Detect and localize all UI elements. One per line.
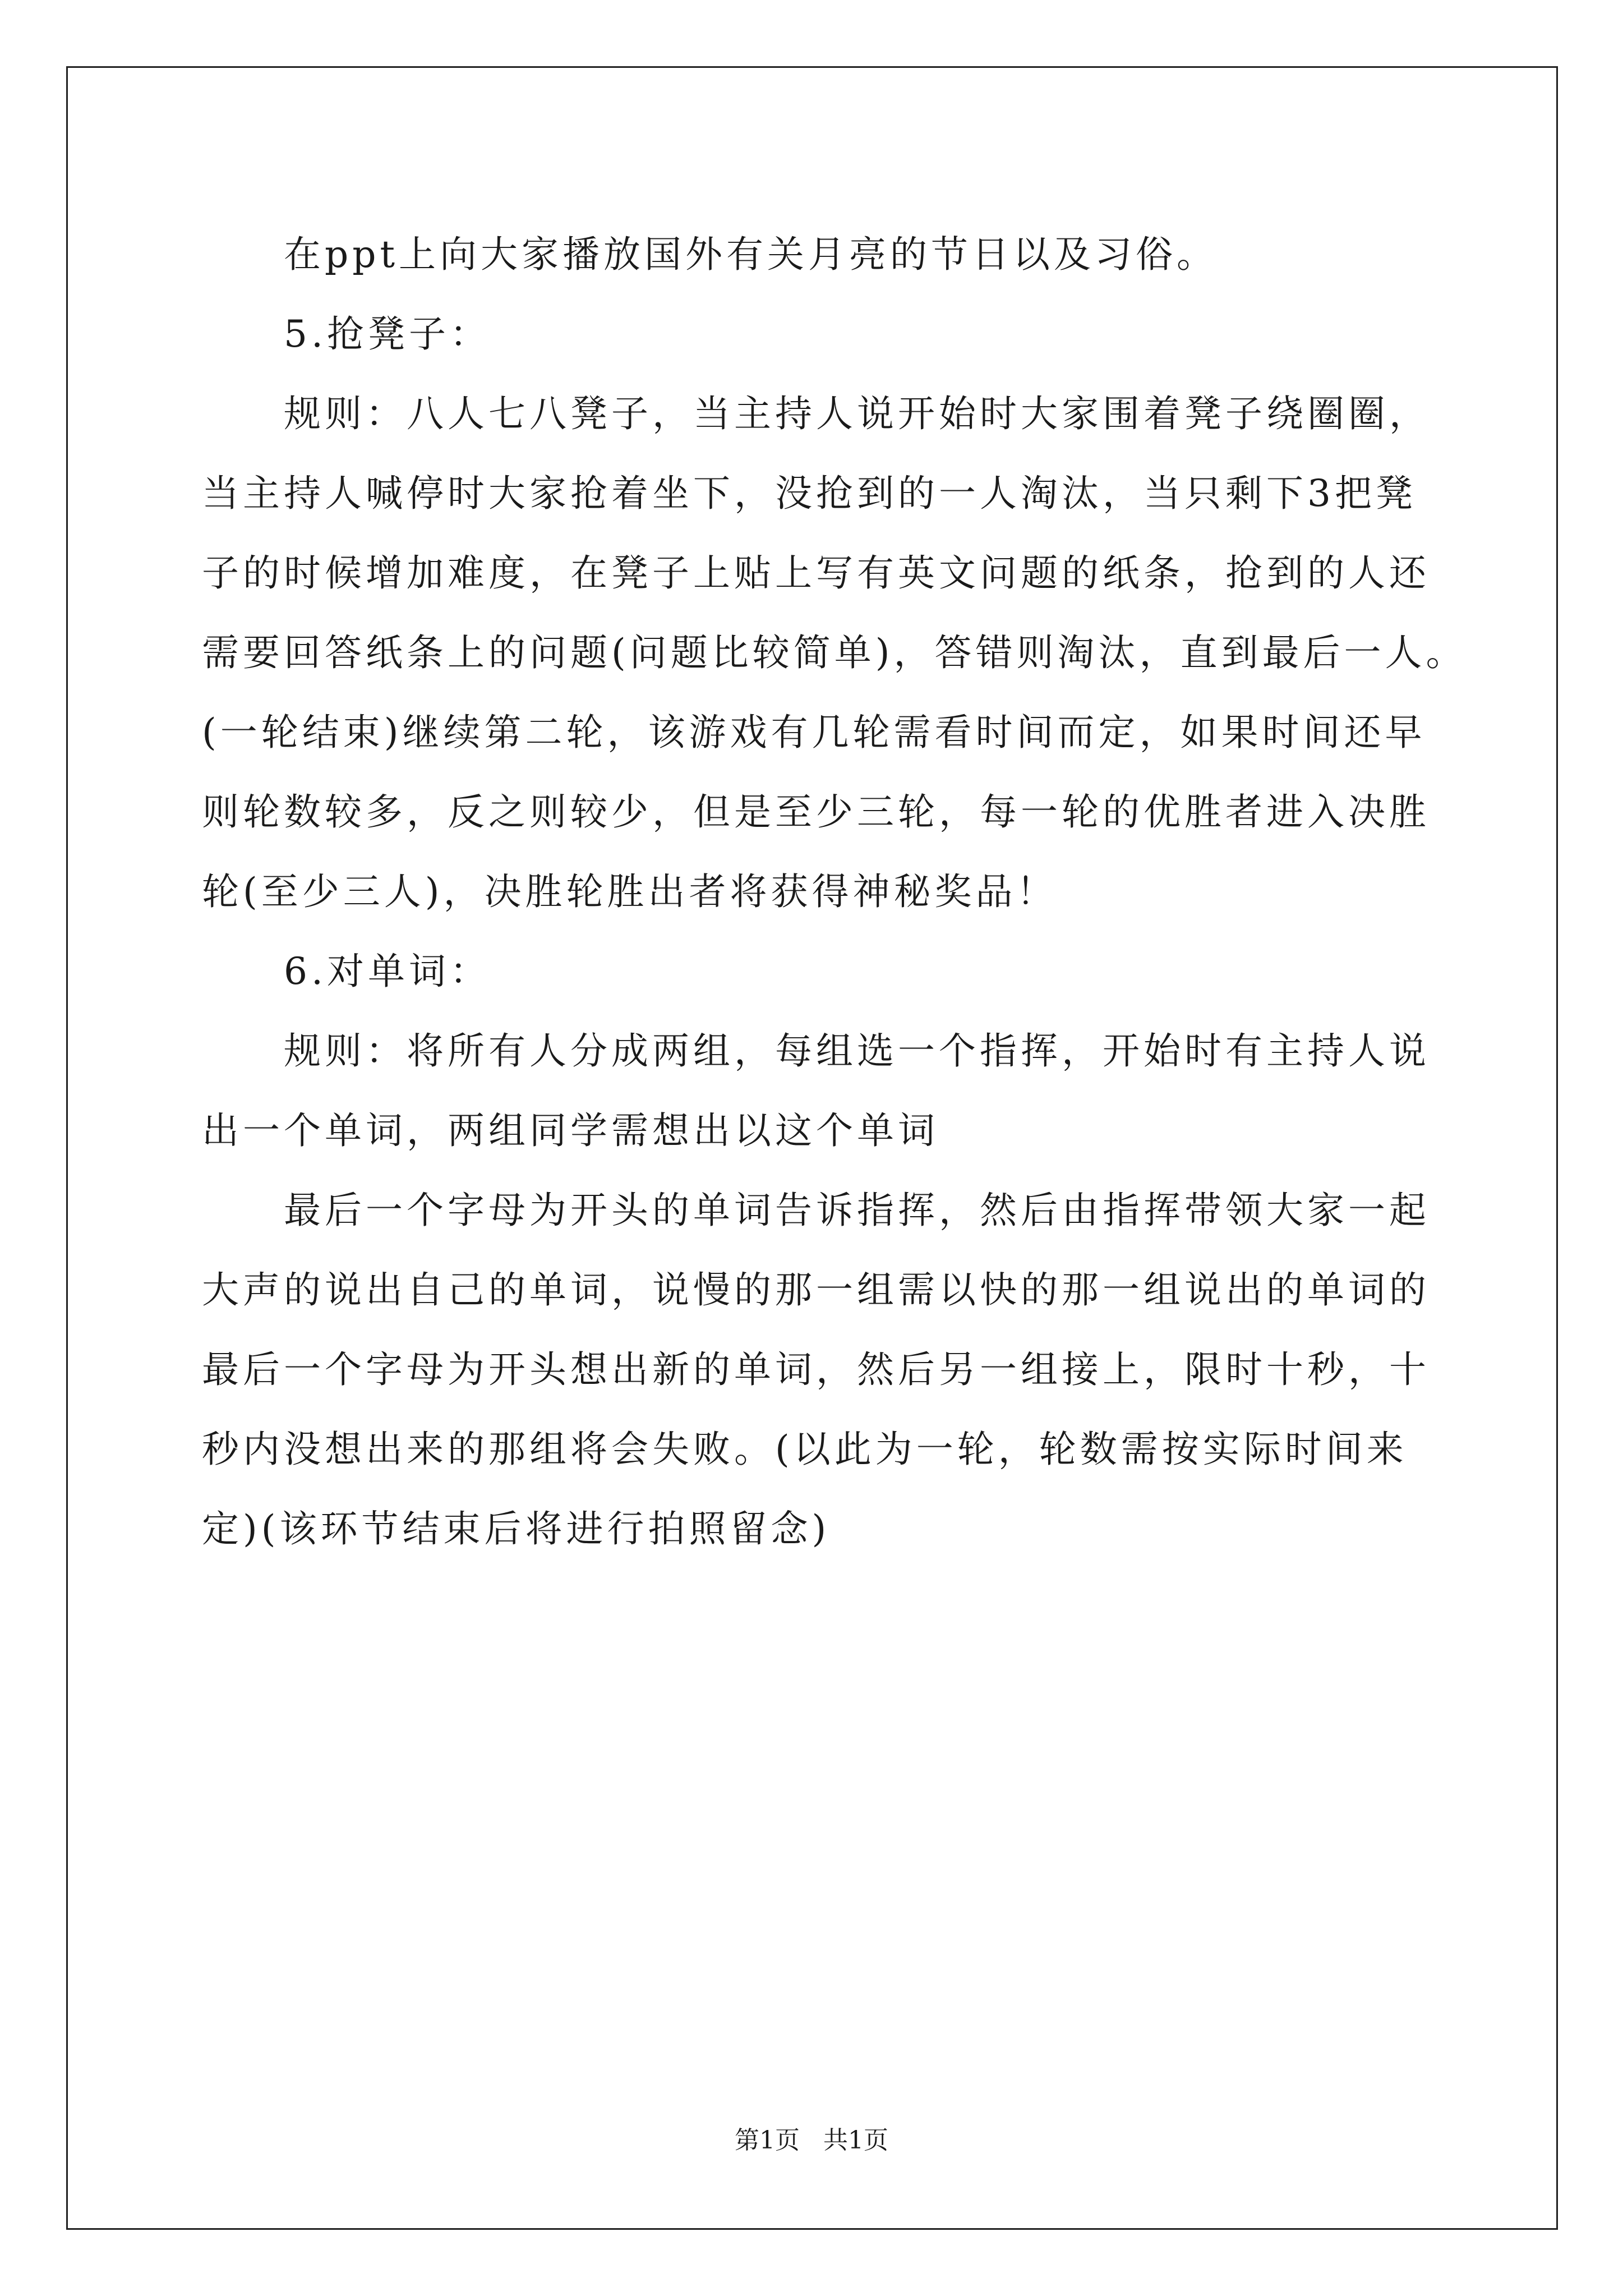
paragraph-line: 在ppt上向大家播放国外有关月亮的节日以及习俗。	[284, 233, 1218, 276]
paragraph-line: 秒内没想出来的那组将会失败。(以此为一轮，轮数需按实际时间来	[202, 1428, 1408, 1471]
page-footer: 第1页 共1页	[735, 2126, 888, 2155]
paragraph-line: 轮(至少三人)，决胜轮胜出者将获得神秘奖品！	[202, 870, 1058, 913]
section-heading: 6.对单词：	[284, 950, 491, 993]
paragraph-line: 规则：将所有人分成两组，每组选一个指挥，开始时有主持人说	[284, 1029, 1430, 1073]
paragraph-line: 大声的说出自己的单词，说慢的那一组需以快的那一组说出的单词的	[202, 1268, 1430, 1312]
paragraph-line: 最后一个字母为开头的单词告诉指挥，然后由指挥带领大家一起	[284, 1189, 1430, 1232]
section-heading: 5.抢凳子：	[284, 312, 491, 356]
paragraph-line: 规则：八人七八凳子，当主持人说开始时大家围着凳子绕圈圈，	[284, 392, 1430, 435]
paragraph-line: (一轮结束)继续第二轮，该游戏有几轮需看时间而定，如果时间还早	[202, 711, 1426, 754]
paragraph-line: 当主持人喊停时大家抢着坐下，没抢到的一人淘汰，当只剩下3把凳	[202, 472, 1417, 515]
paragraph-line: 最后一个字母为开头想出新的单词，然后另一组接上，限时十秒，十	[202, 1348, 1430, 1391]
paragraph-line: 出一个单词，两组同学需想出以这个单词	[202, 1109, 939, 1152]
paragraph-line: 定)(该环节结束后将进行拍照留念)	[202, 1507, 831, 1550]
paragraph-line: 子的时候增加难度，在凳子上贴上写有英文问题的纸条，抢到的人还	[202, 551, 1430, 595]
paragraph-line: 则轮数较多，反之则较少，但是至少三轮，每一轮的优胜者进入决胜	[202, 790, 1430, 834]
paragraph-line: 需要回答纸条上的问题(问题比较简单)，答错则淘汰，直到最后一人。	[202, 631, 1467, 674]
